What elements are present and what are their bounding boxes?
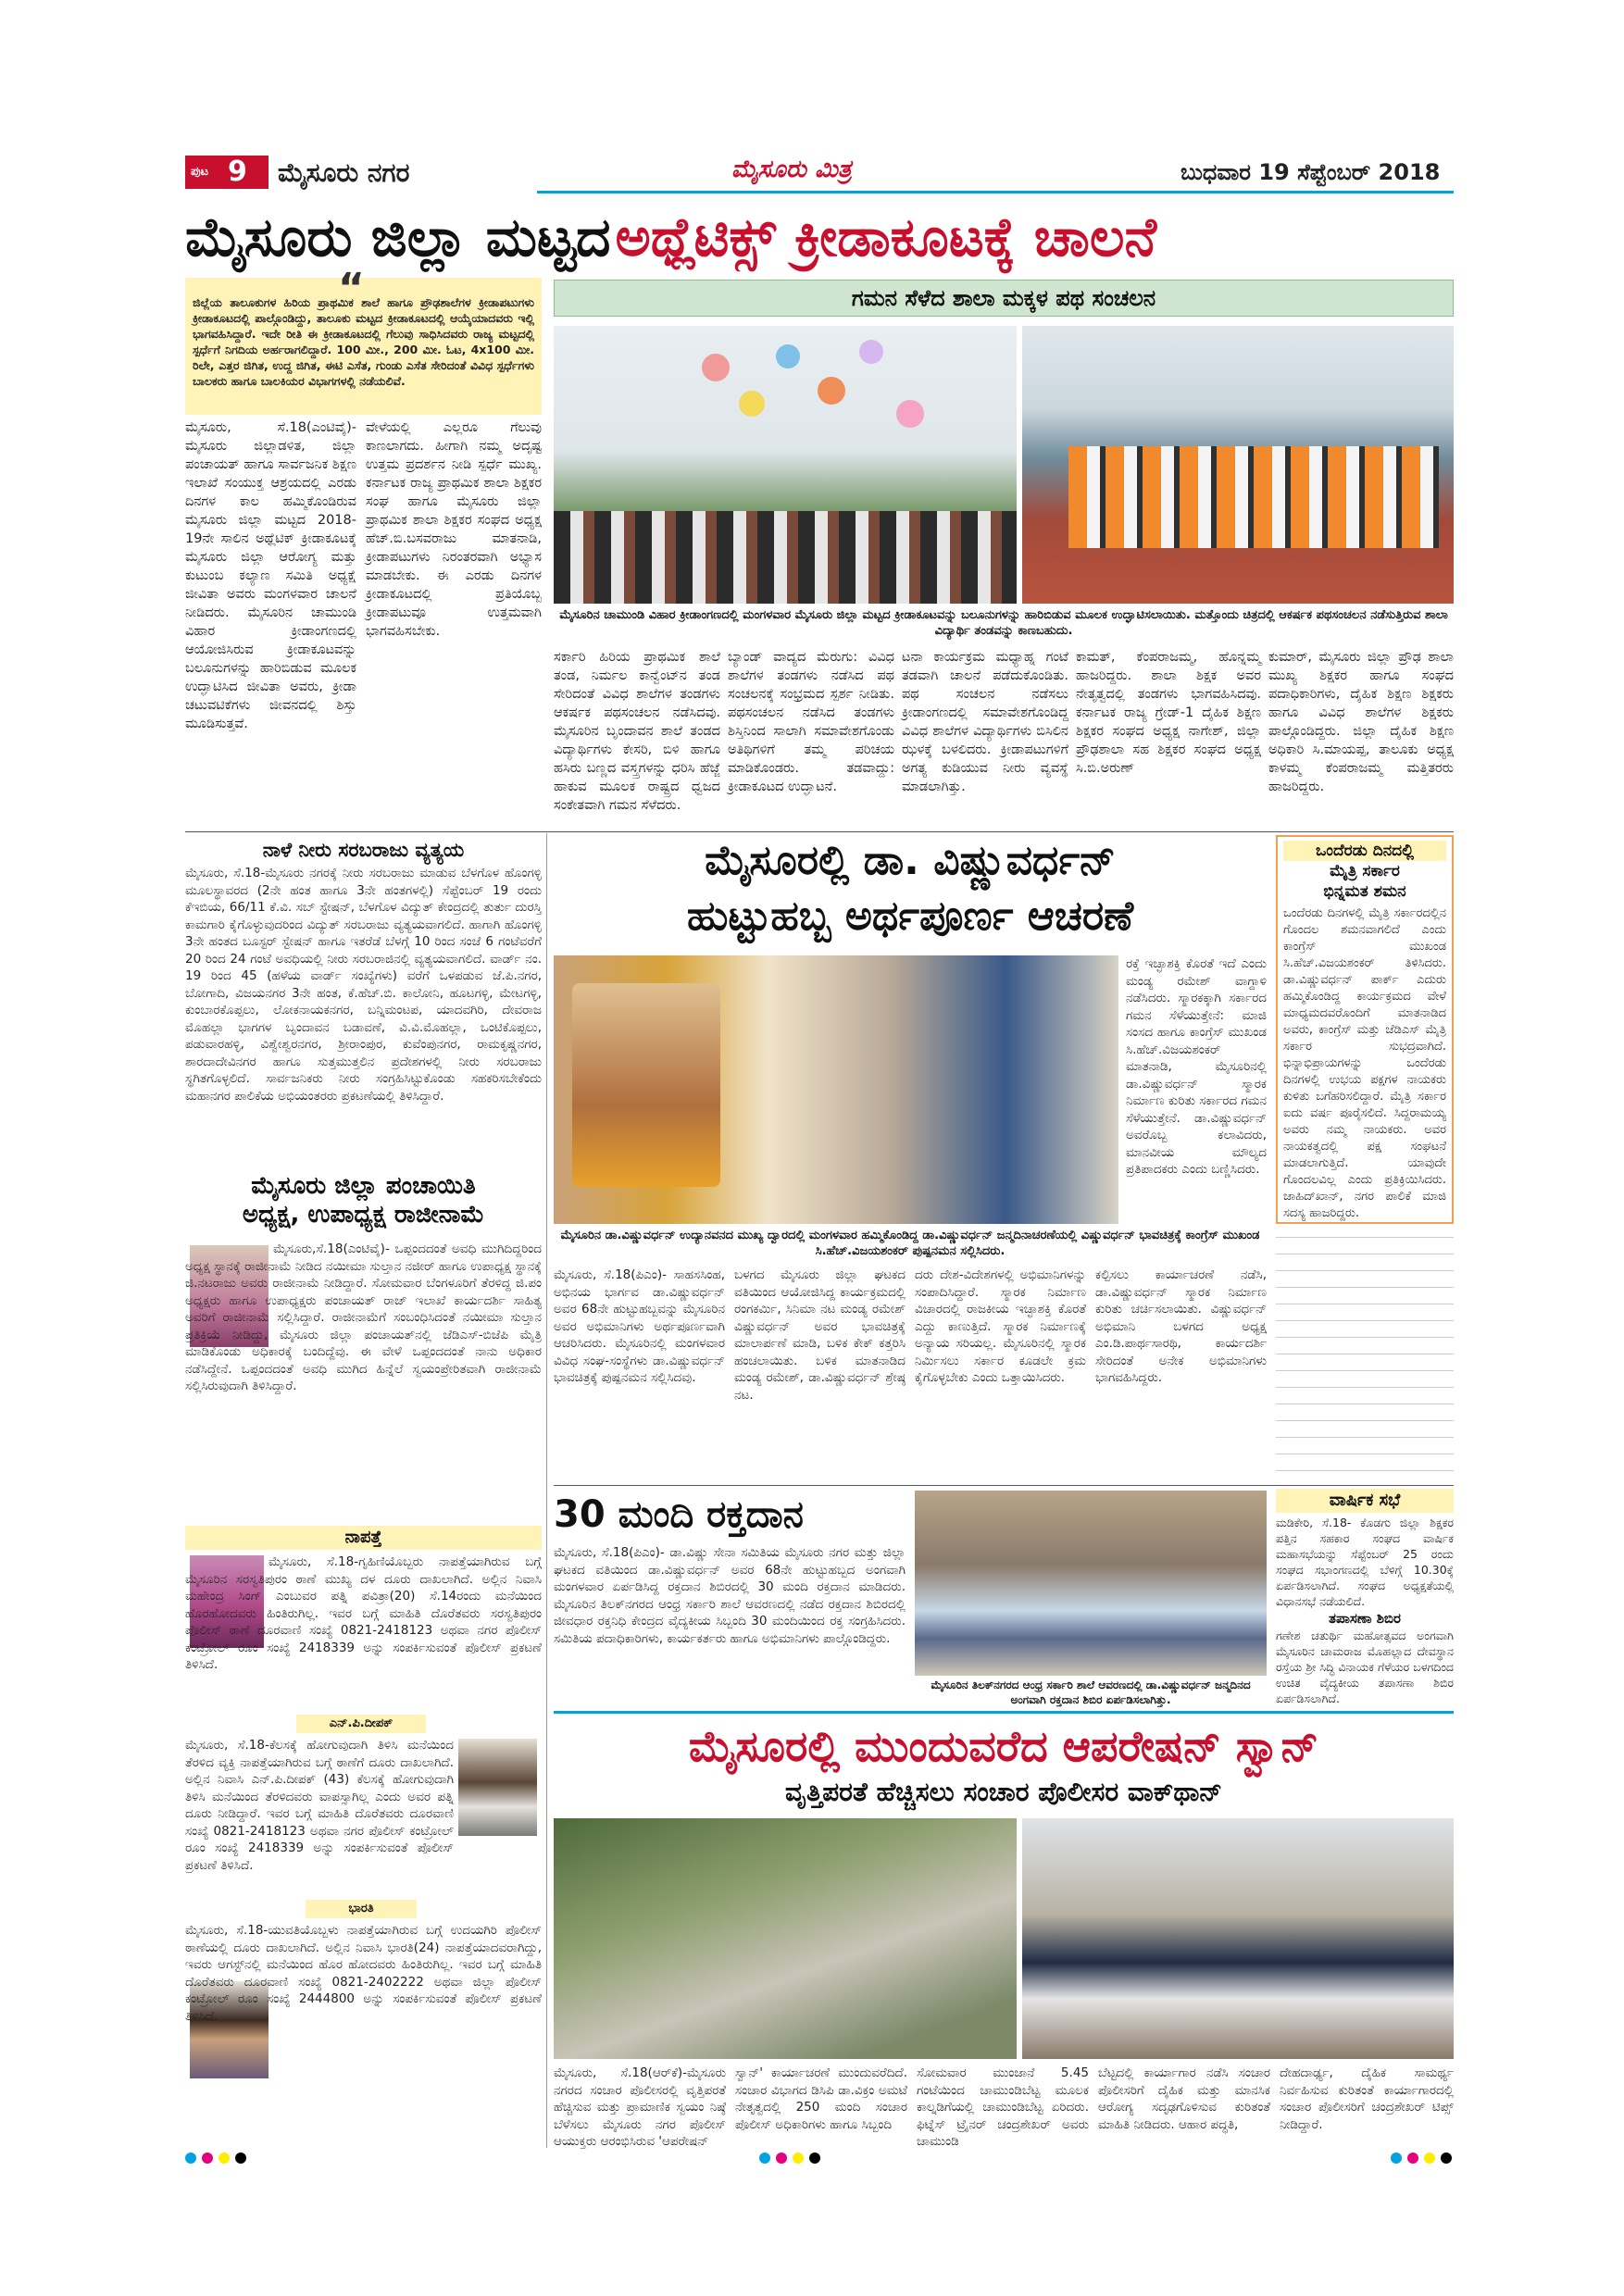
march-past-photo	[1022, 326, 1454, 604]
lead-headline-red: ಅಥ್ಲೆಟಿಕ್ಸ್ ಕ್ರೀಡಾಕೂಟಕ್ಕೆ ಚಾಲನೆ	[615, 206, 1157, 268]
vishnu-headline-2: ಹುಟ್ಟುಹಬ್ಬ ಅರ್ಥಪೂರ್ಣ ಆಚರಣೆ	[686, 892, 1134, 940]
blood-title: 30 ಮಂದಿ ರಕ್ತದಾನ	[554, 1493, 804, 1536]
zp-title-2: ಅಧ್ಯಕ್ಷ, ಉಪಾಧ್ಯಕ್ಷ ರಾಜೀನಾಮೆ	[242, 1201, 485, 1229]
swan-column-1: ಮೈಸೂರು, ಸೆ.18(ಆರ್‌ಕೆ)-ಮೈಸೂರು ನಗರದ ಸಂಚಾರ ಪೊಲೀಸರಲ್ಲಿ ವೃತ್ತಿಪರತೆ ಹೆಚ್ಚಿಸುವ ಮತ್ತು ಪ್ರಾಮಾಣಿಕ ಸ್ವಯಂ ನಿಷ್ಠೆ ಬೆಳೆಸಲು ಮೈಸೂರು ನಗರ ಪೊಲೀಸ್ ಆಯುಕ್ತರು ಆರಂಭಿಸಿರುವ 'ಆಪರೇಷನ್	[554, 2065, 726, 2149]
yellow-dot	[219, 2152, 230, 2164]
vishnu-column-1: ಮೈಸೂರು, ಸೆ.18(ಪಿಎಂ)- ಸಾಹಸಸಿಂಹ, ಅಭಿನಯ ಭಾರ್ಗವ ಡಾ.ವಿಷ್ಣುವರ್ಧನ್ ಅವರ 68ನೇ ಹುಟ್ಟುಹಬ್ಬವನ್ನು ಮೈಸೂರಿನ ಅವರ ಅಭಿಮಾನಿಗಳು ಅರ್ಥಪೂರ್ಣವಾಗಿ ಆಚರಿಸಿದರು. ಮೈಸೂರಿನಲ್ಲಿ ಮಂಗಳವಾರ ವಿವಿಧ ಸಂಘ-ಸಂಸ್ಥೆಗಳು ಡಾ.ವಿಷ್ಣುವರ್ಧನ್ ಭಾವಚಿತ್ರಕ್ಕೆ ಪುಷ್ಪನಮನ ಸಲ್ಲಿಸಿದವು.	[554, 1267, 725, 1385]
blood-photo-caption: ಮೈಸೂರಿನ ತಿಲಕ್‌ನಗರದ ಆಂಧ್ರ ಸರ್ಕಾರಿ ಶಾಲೆ ಆವರಣದಲ್ಲಿ ಡಾ.ವಿಷ್ಣುವರ್ಧನ್ ಜನ್ಮದಿನದ ಅಂಗವಾಗಿ ರಕ್ತದಾನ ಶಿಬಿರ ಏರ್ಪಡಿಸಲಾಗಿತ್ತು.	[931, 1678, 1251, 1706]
lead-highlight-text: ಜಿಲ್ಲೆಯ ತಾಲೂಕುಗಳ ಹಿರಿಯ ಪ್ರಾಥಮಿಕ ಶಾಲೆ ಹಾಗೂ ಪ್ರೌಢಶಾಲೆಗಳ ಕ್ರೀಡಾಪಟುಗಳು ಕ್ರೀಡಾಕೂಟದಲ್ಲಿ ಪಾಲ್ಗೊಂಡಿದ್ದು, ತಾಲೂಕು ಮಟ್ಟದ ಕ್ರೀಡಾಕೂಟದಲ್ಲಿ ಆಯ್ಕೆಯಾದವರು ಇಲ್ಲಿ ಭಾಗವಹಿಸಿದ್ದಾರೆ. ಇದೇ ರೀತಿ ಈ ಕ್ರೀಡಾಕೂಟದಲ್ಲಿ ಗೆಲುವು ಸಾಧಿಸಿದವರು ರಾಜ್ಯ ಮಟ್ಟದಲ್ಲಿ ಸ್ಪರ್ಧೆಗೆ ನಿಗದಿಯ ಅರ್ಹರಾಗಲಿದ್ದಾರೆ. 100 ಮೀ., 200 ಮೀ. ಓಟ, 4x100 ಮೀ. ರಿಲೇ, ಎತ್ತರ ಜಿಗಿತ, ಉದ್ದ ಜಿಗಿತ, ಈಟಿ ಎಸೆತ, ಗುಂಡು ಎಸೆತ ಸೇರಿದಂತೆ ವಿವಿಧ ಸ್ಪರ್ಧೆಗಳು ಬಾಲಕರು ಹಾಗೂ ಬಾಲಕಿಯರ ವಿಭಾಗಗಳಲ್ಲಿ ನಡೆಯಲಿವೆ.	[193, 295, 534, 388]
blood-body: ಮೈಸೂರು, ಸೆ.18(ಪಿಎಂ)- ಡಾ.ವಿಷ್ಣು ಸೇನಾ ಸಮಿತಿಯ ಮೈಸೂರು ನಗರ ಮತ್ತು ಜಿಲ್ಲಾ ಘಟಕದ ವತಿಯಿಂದ ಡಾ.ವಿಷ್ಣುವರ್ಧನ್ ಅವರ 68ನೇ ಹುಟ್ಟುಹಬ್ಬದ ಅಂಗವಾಗಿ ಮಂಗಳವಾರ ಏರ್ಪಡಿಸಿದ್ದ ರಕ್ತದಾನ ಶಿಬಿರದಲ್ಲಿ 30 ಮಂದಿ ರಕ್ತದಾನ ಮಾಡಿದರು. ಮೈಸೂರಿನ ತಿಲಕ್‌ನಗರದ ಆಂಧ್ರ ಸರ್ಕಾರಿ ಶಾಲೆ ಆವರಣದಲ್ಲಿ ನಡೆದ ರಕ್ತದಾನ ಶಿಬಿರದಲ್ಲಿ ಜೀವಧಾರ ರಕ್ತನಿಧಿ ಕೇಂದ್ರದ ವೈದ್ಯಕೀಯ ಸಿಬ್ಬಂದಿ 30 ಮಂದಿಯಿಂದ ರಕ್ತ ಸಂಗ್ರಹಿಸಿದರು. ಸಮಿತಿಯ ಪದಾಧಿಕಾರಿಗಳು, ಕಾರ್ಯಕರ್ತರು ಹಾಗೂ ಅಭಿಮಾನಿಗಳು ಪಾಲ್ಗೊಂಡಿದ್ದರು.	[554, 1545, 906, 1646]
missing-name-2-bar	[296, 1715, 426, 1733]
cyan-dot	[759, 2152, 770, 2164]
water-notice-body: ಮೈಸೂರು, ಸೆ.18-ಮೈಸೂರು ನಗರಕ್ಕೆ ನೀರು ಸರಬರಾಜು ಮಾಡುವ ಬೆಳಗೊಳ ಹೊಂಗಳ್ಳಿ ಮೂಲಸ್ಥಾವರದ (2ನೇ ಹಂತ ಹಾಗೂ 3ನೇ ಹಂತಗಳಲ್ಲಿ) ಸೆಪ್ಟೆಂಬರ್ 19 ರಂದು ಕೆಇಬಿಯ, 66/11 ಕೆ.ವಿ. ಸಬ್ ಸ್ಟೇಷನ್, ಬೆಳಗೊಳ ವಿದ್ಯುತ್ ಕೇಂದ್ರದಲ್ಲಿ ತುರ್ತು ದುರಸ್ತಿ ಕಾಮಗಾರಿ ಕೈಗೊಳ್ಳುವುದರಿಂದ ವಿದ್ಯುತ್ ಸರಬರಾಜು ವ್ಯತ್ಯಯವಾಗಲಿದೆ. ಹಾಗಾಗಿ ಹೊಂಗಳ್ಳಿ 3ನೇ ಹಂತದ ಬೂಸ್ಟರ್ ಸ್ಟೇಷನ್ ಹಾಗೂ ಇತರೆಡೆ ಬೆಳಗ್ಗೆ 10 ರಿಂದ ಸಂಜೆ 6 ಗಂಟೆವರೆಗೆ 20 ರಿಂದ 24 ಗಂಟೆ ಅವಧಿಯಲ್ಲಿ ನೀರು ಸರಬರಾಜಿನಲ್ಲಿ ವ್ಯತ್ಯಯವಾಗಲಿದೆ. ವಾರ್ಡ್ ನಂ. 19 ರಿಂದ 45 (ಹಳೆಯ ವಾರ್ಡ್ ಸಂಖ್ಯೆಗಳು) ವರೆಗೆ ಒಳಪಡುವ ಜೆ.ಪಿ.ನಗರ, ಬೋಗಾದಿ, ವಿಜಯನಗರ 3ನೇ ಹಂತ, ಕೆ.ಹೆಚ್.ಬಿ. ಕಾಲೋನಿ, ಹೂಟಗಳ್ಳಿ, ಮೇಟಗಳ್ಳಿ, ಕುಂಬಾರಕೊಪ್ಪಲು, ಲೋಕನಾಯಕನಗರ, ಬನ್ನಿಮಂಟಪ, ಯಾದವಗಿರಿ, ದೇವರಾಜ ಮೊಹಲ್ಲಾ ಭಾಗಗಳ ಬೃಂದಾವನ ಬಡಾವಣೆ, ವಿ.ವಿ.ಮೊಹಲ್ಲಾ, ಒಂಟಿಕೊಪ್ಪಲು, ಪಡುವಾರಹಳ್ಳಿ, ವಿಶ್ವೇಶ್ವರನಗರ, ಶ್ರೀರಾಂಪುರ, ಕುವೆಂಪುನಗರ, ರಾಮಕೃಷ್ಣನಗರ, ಶಾರದಾದೇವಿನಗರ ಹಾಗೂ ಸುತ್ತಮುತ್ತಲಿನ ಪ್ರದೇಶಗಳಲ್ಲಿ ನೀರು ಸರಬರಾಜು ಸ್ಥಗಿತಗೊಳ್ಳಲಿದೆ. ಸಾರ್ವಜನಿಕರು ನೀರು ಸಂಗ್ರಹಿಸಿಟ್ಟುಕೊಂಡು ಸಹಕರಿಸಬೇಕೆಂದು ಮಹಾನಗರ ಪಾಲಿಕೆಯ ಅಭಿಯಂತರರು ಪ್ರಕಟಣೆಯಲ್ಲಿ ತಿಳಿಸಿದ್ದಾರೆ.	[185, 866, 542, 1104]
swan-column-2: ಸ್ವಾನ್' ಕಾರ್ಯಾಚರಣೆ ಮುಂದುವರೆದಿದೆ. ಸಂಚಾರ ವಿಭಾಗದ ಡಿಸಿಪಿ ಡಾ.ವಿಕ್ರಂ ಅಮಟೆ ನೇತೃತ್ವದಲ್ಲಿ 250 ಮಂದಿ ಸಂಚಾರ ಪೊಲೀಸ್ ಅಧಿಕಾರಿಗಳು ಹಾಗೂ ಸಿಬ್ಬಂದಿ	[735, 2065, 907, 2132]
missing-name-3-bar	[306, 1900, 417, 1918]
black-dot	[809, 2152, 820, 2164]
checkup-body: ಗಣೇಶ ಚತುರ್ಥಿ ಮಹೋತ್ಸವದ ಅಂಗವಾಗಿ ಮೈಸೂರಿನ ಚಾಮರಾಜ ಮೊಹಲ್ಲಾದ ದೇವಸ್ಥಾನ ರಸ್ತೆಯ ಶ್ರೀ ಸಿದ್ಧಿ ವಿನಾಯಕ ಗೆಳೆಯರ ಬಳಗದಿಂದ ಉಚಿತ ವೈದ್ಯಕೀಯ ತಪಾಸಣಾ ಶಿಬಿರ ಏರ್ಪಡಿಸಲಾಗಿದೆ.	[1276, 1628, 1454, 1705]
swan-title: ಮೈಸೂರಲ್ಲಿ ಮುಂದುವರೆದ ಆಪರೇಷನ್ ಸ್ವಾನ್	[688, 1721, 1319, 1771]
page-number: 9	[228, 156, 247, 188]
lead-column-2: ವೇಳೆಯಲ್ಲಿ ಎಲ್ಲರೂ ಗೆಲುವು ಕಾಣಲಾಗದು. ಹೀಗಾಗಿ ನಮ್ಮ ಅದೃಷ್ಟ ಉತ್ತಮ ಪ್ರದರ್ಶನ ನೀಡಿ ಸ್ಪರ್ಧೆ ಮುಖ್ಯ. ಕರ್ನಾಟಕ ರಾಜ್ಯ ಪ್ರಾಥಮಿಕ ಶಾಲಾ ಶಿಕ್ಷಕರ ಸಂಘ ಹಾಗೂ ಮೈಸೂರು ಜಿಲ್ಲಾ ಪ್ರಾಥಮಿಕ ಶಾಲಾ ಶಿಕ್ಷಕರ ಸಂಘದ ಅಧ್ಯಕ್ಷ ಹೆಚ್.ಬಿ.ಬಸವರಾಜು ಮಾತನಾಡಿ, ಕ್ರೀಡಾಪಟುಗಳು ನಿರಂತರವಾಗಿ ಅಭ್ಯಾಸ ಮಾಡಬೇಕು. ಈ ಎರಡು ದಿನಗಳ ಕ್ರೀಡಾಕೂಟದಲ್ಲಿ ಪ್ರತಿಯೊಬ್ಬ ಕ್ರೀಡಾಪಟುವೂ ಉತ್ತಮವಾಗಿ ಭಾಗವಹಿಸಬೇಕು.	[366, 420, 542, 639]
annual-title: ವಾರ್ಷಿಕ ಸಭೆ	[1276, 1489, 1454, 1513]
lead-column-5: ಟನಾ ಕಾರ್ಯಕ್ರಮ ಮಧ್ಯಾಹ್ನ ಗಂಟೆ ತಡವಾಗಿ ಚಾಲನೆ ಪಡೆದುಕೊಂಡಿತು. ಪಥ ಸಂಚಲನ ನಡೆಸಲು ಕ್ರೀಡಾಂಗಣದಲ್ಲಿ ಸಮಾವೇಶಗೊಂಡಿದ್ದ ವಿವಿಧ ಶಾಲೆಗಳ ವಿದ್ಯಾರ್ಥಿಗಳು ಬಿಸಿಲಿನ ಝಳಕ್ಕೆ ಬಳಲಿದರು. ಕ್ರೀಡಾಪಟುಗಳಿಗೆ ಅಗತ್ಯ ಕುಡಿಯುವ ನೀರು ವ್ಯವಸ್ಥೆ ಮಾಡಲಾಗಿತ್ತು.	[902, 650, 1068, 794]
govt-sidebar	[1276, 835, 1454, 1224]
black-dot	[235, 2152, 246, 2164]
missing-body-3: ಮೈಸೂರು, ಸೆ.18-ಯುವತಿಯೊಬ್ಬಳು ನಾಪತ್ತೆಯಾಗಿರುವ ಬಗ್ಗೆ ಉದಯಗಿರಿ ಪೊಲೀಸ್ ಠಾಣೆಯಲ್ಲಿ ದೂರು ದಾಖಲಾಗಿದೆ. ಅಲ್ಲಿನ ನಿವಾಸಿ ಭಾರತಿ(24) ನಾಪತ್ತೆಯಾದವರಾಗಿದ್ದು, ಇವರು ಆಗಸ್ಟ್‌ನಲ್ಲಿ ಮನೆಯಿಂದ ಹೊರ ಹೋದವರು ಹಿಂತಿರುಗಿಲ್ಲ. ಇವರ ಬಗ್ಗೆ ಮಾಹಿತಿ ದೊರೆತವರು ದೂರವಾಣಿ ಸಂಖ್ಯೆ 0821-2402222 ಅಥವಾ ಜಿಲ್ಲಾ ಪೊಲೀಸ್ ಕಂಟ್ರೋಲ್ ರೂಂ ಸಂಖ್ಯೆ 2444800 ಅನ್ನು ಸಂಪರ್ಕಿಸುವಂತೆ ಪೊಲೀಸ್ ಪ್ರಕಟಣೆ ತಿಳಿಸಿದೆ.	[185, 1923, 542, 2024]
vishnu-headline-1: ಮೈಸೂರಲ್ಲಿ ಡಾ. ವಿಷ್ಣುವರ್ಧನ್	[705, 837, 1116, 884]
govt-title-2: ಮೈತ್ರಿ ಸರ್ಕಾರ	[1330, 862, 1400, 880]
page-label: ಪುಟ	[191, 165, 209, 179]
lead-column-6: ಕಾಮತ್, ಕೆಂಪರಾಜಮ್ಮ, ಹೊನ್ನಮ್ಮ ಹಾಜರಿದ್ದರು. ಶಾಲಾ ಶಿಕ್ಷಕ ಅವರ ನೇತೃತ್ವದಲ್ಲಿ ತಂಡಗಳು ಭಾಗವಹಿಸಿದವು. ಕರ್ನಾಟಕ ರಾಜ್ಯ ಗ್ರೇಡ್-1 ದೈಹಿಕ ಶಿಕ್ಷಣ ಶಿಕ್ಷಕರ ಸಂಘದ ಅಧ್ಯಕ್ಷ ನಾಗೇಶ್, ಜಿಲ್ಲಾ ಪ್ರೌಢಶಾಲಾ ಸಹ ಶಿಕ್ಷಕರ ಸಂಘದ ಅಧ್ಯಕ್ಷ ಸಿ.ಬಿ.ಅರುಣ್	[1076, 650, 1261, 776]
lead-highlight-box	[185, 265, 542, 415]
left-column-rule	[546, 833, 547, 2148]
black-dot	[1441, 2152, 1452, 2164]
lead-column-7: ಕುಮಾರ್, ಮೈಸೂರು ಜಿಲ್ಲಾ ಪ್ರೌಢ ಶಾಲಾ ಮುಖ್ಯ ಶಿಕ್ಷಕರ ಹಾಗೂ ಸಂಘದ ಪದಾಧಿಕಾರಿಗಳು, ದೈಹಿಕ ಶಿಕ್ಷಣ ಶಿಕ್ಷಕರು ಹಾಗೂ ವಿವಿಧ ಶಾಲೆಗಳ ಶಿಕ್ಷಕರು ಪಾಲ್ಗೊಂಡಿದ್ದರು. ಜಿಲ್ಲಾ ದೈಹಿಕ ಶಿಕ್ಷಣ ಅಧಿಕಾರಿ ಸಿ.ಮಾಯಪ್ಪ, ತಾಲೂಕು ಅಧ್ಯಕ್ಷ ಕಾಳಮ್ಮ ಕೆಂಪರಾಜಮ್ಮ ಮತ್ತಿತರರು ಹಾಜರಿದ್ದರು.	[1268, 650, 1454, 794]
registration-marks-left	[185, 2150, 252, 2167]
govt-body: ಒಂದೆರಡು ದಿನಗಳಲ್ಲಿ ಮೈತ್ರಿ ಸರ್ಕಾರದಲ್ಲಿನ ಗೊಂದಲ ಶಮನವಾಗಲಿದೆ ಎಂದು ಕಾಂಗ್ರೆಸ್ ಮುಖಂಡ ಸಿ.ಹೆಚ್.ವಿಜಯಶಂಕರ್ ತಿಳಿಸಿದರು. ಡಾ.ವಿಷ್ಣುವರ್ಧನ್ ಪಾರ್ಕ್ ಎದುರು ಹಮ್ಮಿಕೊಂಡಿದ್ದ ಕಾರ್ಯಕ್ರಮದ ವೇಳೆ ಮಾಧ್ಯಮದವರೊಂದಿಗೆ ಮಾತನಾಡಿದ ಅವರು, ಕಾಂಗ್ರೆಸ್ ಮತ್ತು ಜೆಡಿಎಸ್ ಮೈತ್ರಿ ಸರ್ಕಾರ ಸುಭದ್ರವಾಗಿದೆ. ಭಿನ್ನಾಭಿಪ್ರಾಯಗಳನ್ನು ಒಂದೆರಡು ದಿನಗಳಲ್ಲಿ ಉಭಯ ಪಕ್ಷಗಳ ನಾಯಕರು ಕುಳಿತು ಬಗೆಹರಿಸಲಿದ್ದಾರೆ. ಮೈತ್ರಿ ಸರ್ಕಾರ ಐದು ವರ್ಷ ಪೂರೈಸಲಿದೆ. ಸಿದ್ದರಾಮಯ್ಯ ಅವರು ನಮ್ಮ ನಾಯಕರು. ಅವರ ನಾಯಕತ್ವದಲ್ಲಿ ಪಕ್ಷ ಸಂಘಟನೆ ಮಾಡಲಾಗುತ್ತಿದೆ. ಯಾವುದೇ ಗೊಂದಲವಿಲ್ಲ ಎಂದು ಪ್ರತಿಕ್ರಿಯಿಸಿದರು. ಜಾಹಿದ್‌ಖಾನ್, ನಗರ ಪಾಲಿಕೆ ಮಾಜಿ ಸದಸ್ಯ ಹಾಜರಿದ್ದರು.	[1283, 906, 1446, 1220]
checkup-title: ತಪಾಸಣಾ ಶಿಬಿರ	[1329, 1610, 1401, 1627]
cyan-dot	[185, 2152, 196, 2164]
mid-rule	[554, 1485, 1454, 1486]
swan-subtitle: ವೃತ್ತಿಪರತೆ ಹೆಚ್ಚಿಸಲು ಸಂಚಾರ ಪೊಲೀಸರ ವಾಕ್‌ಥಾನ್	[784, 1777, 1223, 1807]
masthead-logo: ಮೈಸೂರು ಮಿತ್ರ	[731, 156, 852, 183]
blood-donation-photo	[915, 1491, 1267, 1676]
page-number-box	[185, 156, 269, 189]
swan-column-3: ಸೋಮವಾರ ಮುಂಜಾನೆ 5.45 ಗಂಟೆಯಿಂದ ಚಾಮುಂಡಿಬೆಟ್ಟ ಮೂಲಕ ಕಾಲ್ನಡಿಗೆಯಲ್ಲಿ ಚಾಮುಂಡಿಬೆಟ್ಟ ಏರಿದರು. ಫಿಟ್ನೆಸ್ ಟ್ರೈನರ್ ಚಂದ್ರಶೇಖರ್ ಅವರು ಚಾಮುಂಡಿ	[917, 2065, 1089, 2149]
lead-headline-black: ಮೈಸೂರು ಜಿಲ್ಲಾ ಮಟ್ಟದ	[185, 206, 611, 268]
walkathon-photo-1	[554, 1818, 1017, 2059]
swan-top-rule	[554, 1711, 1454, 1714]
vishnu-side-column: ರಕ್ತೆ ಇಚ್ಛಾಶಕ್ತಿ ಕೊರತೆ ಇದೆ ಎಂದು ಮಂಡ್ಯ ರಮೇಶ್ ವಾಗ್ದಾಳಿ ನಡೆಸಿದರು. ಸ್ಮಾರಕಕ್ಕಾಗಿ ಸರ್ಕಾರದ ಗಮನ ಸೆಳೆಯುತ್ತೇನೆ: ಮಾಜಿ ಸಂಸದ ಹಾಗೂ ಕಾಂಗ್ರೆಸ್ ಮುಖಂಡ ಸಿ.ಹೆಚ್.ವಿಜಯಶಂಕರ್ ಮಾತನಾಡಿ, ಮೈಸೂರಿನಲ್ಲಿ ಡಾ.ವಿಷ್ಣುವರ್ಧನ್ ಸ್ಮಾರಕ ನಿರ್ಮಾಣ ಕುರಿತು ಸರ್ಕಾರದ ಗಮನ ಸೆಳೆಯುತ್ತೇನೆ. ಡಾ.ವಿಷ್ಣುವರ್ಧನ್ ಅವರೊಬ್ಬ ಕಲಾವಿದರು, ಮಾನವೀಯ ಮೌಲ್ಯದ ಪ್ರತಿಪಾದಕರು ಎಂದು ಬಣ್ಣಿಸಿದರು.	[1126, 956, 1268, 1177]
vishnu-column-4: ಕಲ್ಪಿಸಲು ಕಾರ್ಯಾಚರಣೆ ನಡೆಸಿ, ಡಾ.ವಿಷ್ಣುವರ್ಧನ್ ಸ್ಮಾರಕ ನಿರ್ಮಾಣ ಕುರಿತು ಚರ್ಚಿಸಲಾಯಿತು. ವಿಷ್ಣುವರ್ಧನ್ ಅಭಿಮಾನಿ ಬಳಗದ ಅಧ್ಯಕ್ಷ ಎಂ.ಡಿ.ಪಾರ್ಥಸಾರಥಿ, ಕಾರ್ಯದರ್ಶಿ ಸೇರಿದಂತೆ ಅನೇಕ ಅಭಿಮಾನಿಗಳು ಭಾಗವಹಿಸಿದ್ದರು.	[1095, 1267, 1267, 1385]
registration-marks-center	[759, 2150, 826, 2167]
walkathon-photo-2	[1022, 1818, 1454, 2059]
lead-subhead-text: ಗಮನ ಸೆಳೆದ ಶಾಲಾ ಮಕ್ಕಳ ಪಥ ಸಂಚಲನ	[851, 285, 1156, 311]
registration-marks-right	[1391, 2150, 1457, 2167]
missing-title-bar	[185, 1526, 542, 1550]
header-rule	[537, 191, 1454, 193]
quote-mark-icon: “	[338, 265, 365, 312]
lead-column-3: ಸರ್ಕಾರಿ ಹಿರಿಯ ಪ್ರಾಥಮಿಕ ಶಾಲೆ ತಂಡ, ನಿರ್ಮಲ ಕಾನ್ವೆಂಟ್‌ನ ತಂಡ ಸೇರಿದಂತೆ ವಿವಿಧ ಶಾಲೆಗಳ ತಂಡಗಳು ಆಕರ್ಷಕ ಪಥಸಂಚಲನ ನಡೆಸಿದವು. ಮೈಸೂರಿನ ಬೃಂದಾವನ ಶಾಲೆ ತಂಡದ ವಿದ್ಯಾರ್ಥಿಗಳು ಕೇಸರಿ, ಬಿಳಿ ಹಾಗೂ ಹಸಿರು ಬಣ್ಣದ ವಸ್ತ್ರಗಳನ್ನು ಧರಿಸಿ ಹೆಜ್ಜೆ ಹಾಕುವ ಮೂಲಕ ರಾಷ್ಟ್ರದ ಧ್ವಜದ ಸಂಕೇತವಾಗಿ ಗಮನ ಸೆಳೆದರು.	[554, 650, 720, 813]
page-header	[185, 156, 1454, 193]
lead-subhead	[554, 280, 1454, 317]
missing-name-3: ಭಾರತಿ	[348, 1902, 374, 1915]
missing-body-2: ಮೈಸೂರು, ಸೆ.18-ಕೆಲಸಕ್ಕೆ ಹೋಗುವುದಾಗಿ ತಿಳಿಸಿ ಮನೆಯಿಂದ ತೆರಳಿದ ವ್ಯಕ್ತಿ ನಾಪತ್ತೆಯಾಗಿರುವ ಬಗ್ಗೆ ಠಾಣೆಗೆ ದೂರು ದಾಖಲಾಗಿದೆ. ಅಲ್ಲಿನ ನಿವಾಸಿ ಎನ್.ಪಿ.ದೀಪಕ್ (43) ಕೆಲಸಕ್ಕೆ ಹೋಗುವುದಾಗಿ ತಿಳಿಸಿ ಮನೆಯಿಂದ ತೆರಳಿದವರು ವಾಪಸ್ಸಾಗಿಲ್ಲ ಎಂದು ಅವರ ಪತ್ನಿ ದೂರು ನೀಡಿದ್ದಾರೆ. ಇವರ ಬಗ್ಗೆ ಮಾಹಿತಿ ದೊರೆತವರು ದೂರವಾಣಿ ಸಂಖ್ಯೆ 0821-2418123 ಅಥವಾ ನಗರ ಪೊಲೀಸ್ ಕಂಟ್ರೋಲ್ ರೂಂ ಸಂಖ್ಯೆ 2418339 ಅನ್ನು ಸಂಪರ್ಕಿಸುವಂತೆ ಪೊಲೀಸ್ ಪ್ರಕಟಣೆ ತಿಳಿಸಿದೆ.	[185, 1738, 454, 1873]
zp-body: ಮೈಸೂರು,ಸೆ.18(ಎಂಟಿವೈ)- ಒಪ್ಪಂದದಂತೆ ಅವಧಿ ಮುಗಿದಿದ್ದರಿಂದ ಅಧ್ಯಕ್ಷ ಸ್ಥಾನಕ್ಕೆ ರಾಜೀನಾಮೆ ನೀಡಿದ ನಯೀಮಾ ಸುಲ್ತಾನ ನಜೀರ್ ಹಾಗೂ ಉಪಾಧ್ಯಕ್ಷ ಸ್ಥಾನಕ್ಕೆ ಜಿ.ನಟರಾಜು ಅವರು ರಾಜೀನಾಮೆ ನೀಡಿದ್ದಾರೆ. ಸೋಮವಾರ ಬೆಂಗಳೂರಿಗೆ ತೆರಳಿದ್ದ ಜಿ.ಪಂ ಅಧ್ಯಕ್ಷರು ಹಾಗೂ ಉಪಾಧ್ಯಕ್ಷರು ಪಂಚಾಯತ್ ರಾಜ್ ಇಲಾಖೆ ಕಾರ್ಯದರ್ಶಿ ಸಾಹಿತ್ಯ ಅವರಿಗೆ ರಾಜೀನಾಮೆ ಸಲ್ಲಿಸಿದ್ದಾರೆ. ರಾಜೀನಾಮೆಗೆ ಸಂಬಂಧಿಸಿದಂತೆ ನಯೀಮಾ ಸುಲ್ತಾನ ಪ್ರತಿಕ್ರಿಯೆ ನೀಡಿದ್ದು, ಮೈಸೂರು ಜಿಲ್ಲಾ ಪಂಚಾಯತ್‌ನಲ್ಲಿ ಜೆಡಿಎಸ್-ಬಿಜೆಪಿ ಮೈತ್ರಿ ಮಾಡಿಕೊಂಡು ಅಧಿಕಾರಕ್ಕೆ ಬಂದಿದ್ದೆವು. ಈ ವೇಳೆ ಒಪ್ಪಂದದಂತೆ ನಾನು ಅಧಿಕಾರ ನಡೆಸಿದ್ದೇನೆ. ಒಪ್ಪಂದದಂತೆ ಅವಧಿ ಮುಗಿದ ಹಿನ್ನೆಲೆ ಸ್ವಯಂಪ್ರೇರಿತವಾಗಿ ರಾಜೀನಾಮೆ ಸಲ್ಲಿಸಿರುವುದಾಗಿ ತಿಳಿಸಿದ್ದಾರೆ.	[185, 1242, 542, 1393]
govt-title-1: ಒಂದೆರಡು ದಿನದಲ್ಲಿ	[1283, 841, 1446, 861]
swan-column-5: ದೇಹದಾರ್ಢ್ಯ, ದೈಹಿಕ ಸಾಮರ್ಥ್ಯ ನಿರ್ವಹಿಸುವ ಕುರಿತಂತೆ ಕಾರ್ಯಾಗಾರದಲ್ಲಿ ಸಂಚಾರ ಪೊಲೀಸರಿಗೆ ಚಂದ್ರಶೇಖರ್ ಟಿಪ್ಸ್ ನೀಡಿದ್ದಾರೆ.	[1280, 2065, 1454, 2132]
vishnu-column-3: ದರು ದೇಶ-ವಿದೇಶಗಳಲ್ಲಿ ಅಭಿಮಾನಿಗಳನ್ನು ಸಂಪಾದಿಸಿದ್ದಾರೆ. ಸ್ಮಾರಕ ನಿರ್ಮಾಣ ವಿಚಾರದಲ್ಲಿ ರಾಜಕೀಯ ಇಚ್ಛಾಶಕ್ತಿ ಕೊರತೆ ಎದ್ದು ಕಾಣುತ್ತಿದೆ. ಸ್ಮಾರಕ ನಿರ್ಮಾಣಕ್ಕೆ ಅನ್ಯಾಯ ಸರಿಯಲ್ಲ. ಮೈಸೂರಿನಲ್ಲಿ ಸ್ಮಾರಕ ನಿರ್ಮಿಸಲು ಸರ್ಕಾರ ಕೂಡಲೇ ಕ್ರಮ ಕೈಗೊಳ್ಳಬೇಕು ಎಂದು ಒತ್ತಾಯಿಸಿದರು.	[915, 1267, 1086, 1385]
vishnu-headline	[554, 833, 1267, 948]
lead-bottom-rule	[185, 831, 1454, 832]
balloon-release-photo	[554, 326, 1017, 604]
govt-body-cont	[1276, 1229, 1454, 1481]
yellow-dot	[1424, 2152, 1435, 2164]
missing-title: ನಾಪತ್ತೆ	[344, 1528, 382, 1547]
issue-date: ಬುಧವಾರ 19 ಸೆಪ್ಟೆಂಬರ್ 2018	[1181, 159, 1441, 185]
missing-name-2: ಎನ್.ಪಿ.ದೀಪಕ್	[329, 1716, 394, 1730]
vishnu-tribute-photo	[554, 955, 1118, 1224]
annual-body: ಮಡಿಕೇರಿ, ಸೆ.18- ಕೊಡಗು ಜಿಲ್ಲಾ ಶಿಕ್ಷಕರ ಪತ್ತಿನ ಸಹಕಾರ ಸಂಘದ ವಾರ್ಷಿಕ ಮಹಾಸಭೆಯನ್ನು ಸೆಪ್ಟೆಂಬರ್ 25 ರಂದು ಸಂಘದ ಸಭಾಂಗಣದಲ್ಲಿ ಬೆಳಿಗ್ಗೆ 10.30ಕ್ಕೆ ಏರ್ಪಡಿಸಲಾಗಿದೆ. ಸಂಘದ ಅಧ್ಯಕ್ಷತೆಯಲ್ಲಿ ವಿಧಾನಸಭೆ ನಡೆಯಲಿದೆ.	[1276, 1516, 1454, 1608]
cyan-dot	[1391, 2152, 1402, 2164]
magenta-dot	[1407, 2152, 1418, 2164]
missing-body-1: ಮೈಸೂರು, ಸೆ.18-ಗೃಹಿಣಿಯೊಬ್ಬರು ನಾಪತ್ತೆಯಾಗಿರುವ ಬಗ್ಗೆ ಮೈಸೂರಿನ ಸರಸ್ವತಿಪುರಂ ಠಾಣೆ ಮುಖ್ಯ ದಳ ದೂರು ದಾಖಲಾಗಿದೆ. ಅಲ್ಲಿನ ನಿವಾಸಿ ಮಹೇಂದ್ರ ಸಿಂಗ್ ಎಂಬುವರ ಪತ್ನಿ ಪವಿತ್ರಾ(20) ಸೆ.14ರಂದು ಮನೆಯಿಂದ ಹೊರಹೋದವರು ಹಿಂತಿರುಗಿಲ್ಲ. ಇವರ ಬಗ್ಗೆ ಮಾಹಿತಿ ದೊರೆತವರು ಸರಸ್ವತಿಪುರಂ ಪೊಲೀಸ್ ಠಾಣೆ ದೂರವಾಣಿ ಸಂಖ್ಯೆ 0821-2418123 ಅಥವಾ ನಗರ ಪೊಲೀಸ್ ಕಂಟ್ರೋಲ್ ರೂಂ ಸಂಖ್ಯೆ 2418339 ಅನ್ನು ಸಂಪರ್ಕಿಸುವಂತೆ ಪೊಲೀಸ್ ಪ್ರಕಟಣೆ ತಿಳಿಸಿದೆ.	[185, 1554, 542, 1672]
swan-column-4: ಬೆಟ್ಟದಲ್ಲಿ ಕಾರ್ಯಾಗಾರ ನಡೆಸಿ ಸಂಚಾರ ಪೊಲೀಸರಿಗೆ ದೈಹಿಕ ಮತ್ತು ಮಾನಸಿಕ ಆರೋಗ್ಯ ಸದೃಢಗೊಳಿಸುವ ಕುರಿತಂತೆ ಮಾಹಿತಿ ನೀಡಿದರು. ಆಹಾರ ಪದ್ಧತಿ,	[1098, 2065, 1270, 2132]
magenta-dot	[776, 2152, 787, 2164]
govt-title-3: ಭಿನ್ನಮತ ಶಮನ	[1323, 882, 1406, 901]
water-notice-title: ನಾಳೆ ನೀರು ಸರಬರಾಜು ವ್ಯತ್ಯಯ	[262, 839, 465, 861]
lead-photo-caption: ಮೈಸೂರಿನ ಚಾಮುಂಡಿ ವಿಹಾರ ಕ್ರೀಡಾಂಗಣದಲ್ಲಿ ಮಂಗಳವಾರ ಮೈಸೂರು ಜಿಲ್ಲಾ ಮಟ್ಟದ ಕ್ರೀಡಾಕೂಟವನ್ನು ಬಲೂನುಗಳನ್ನು ಹಾರಿಬಿಡುವ ಮೂಲಕ ಉದ್ಘಾಟಿಸಲಾಯಿತು. ಮತ್ತೊಂದು ಚಿತ್ರದಲ್ಲಿ ಆಕರ್ಷಕ ಪಥಸಂಚಲನ ನಡೆಸುತ್ತಿರುವ ಶಾಲಾ ವಿದ್ಯಾರ್ಥಿ ತಂಡವನ್ನು ಕಾಣಬಹುದು.	[559, 608, 1448, 638]
lead-column-4: ಬ್ಯಾಂಡ್ ವಾದ್ಯದ ಮೆರುಗು: ವಿವಿಧ ಶಾಲೆಗಳ ತಂಡಗಳು ನಡೆಸಿದ ಪಥ ಸಂಚಲನಕ್ಕೆ ಸಂಭ್ರಮದ ಸ್ಪರ್ಶ ನೀಡಿತು. ಪಥಸಂಚಲನ ನಡೆಸಿದ ತಂಡಗಳು ಶಿಸ್ತಿನಿಂದ ಸಾಲಾಗಿ ಸಮಾವೇಶಗೊಂಡು ಅತಿಥಿಗಳಿಗೆ ತಮ್ಮ ಪರಿಚಯ ಮಾಡಿಕೊಂಡರು. ತಡವಾದ್ದು: ಕ್ರೀಡಾಕೂಟದ ಉದ್ಘಾಟನೆ.	[728, 650, 894, 794]
lead-headline	[185, 206, 1454, 280]
lead-column-1: ಮೈಸೂರು, ಸೆ.18(ಎಂಟಿವೈ)- ಮೈಸೂರು ಜಿಲ್ಲಾಡಳಿತ, ಜಿಲ್ಲಾ ಪಂಚಾಯತ್ ಹಾಗೂ ಸಾರ್ವಜನಿಕ ಶಿಕ್ಷಣ ಇಲಾಖೆ ಸಂಯುಕ್ತ ಆಶ್ರಯದಲ್ಲಿ ಎರಡು ದಿನಗಳ ಕಾಲ ಹಮ್ಮಿಕೊಂಡಿರುವ ಮೈಸೂರು ಜಿಲ್ಲಾ ಮಟ್ಟದ 2018-19ನೇ ಸಾಲಿನ ಅಥ್ಲೆಟಿಕ್ ಕ್ರೀಡಾಕೂಟಕ್ಕೆ ಮೈಸೂರು ಜಿಲ್ಲಾ ಆರೋಗ್ಯ ಮತ್ತು ಕುಟುಂಬ ಕಲ್ಯಾಣ ಸಮಿತಿ ಅಧ್ಯಕ್ಷೆ ಜೀವಿತಾ ಅವರು ಮಂಗಳವಾರ ಚಾಲನೆ ನೀಡಿದರು. ಮೈಸೂರಿನ ಚಾಮುಂಡಿ ವಿಹಾರ ಕ್ರೀಡಾಂಗಣದಲ್ಲಿ ಆಯೋಜಿಸಿರುವ ಕ್ರೀಡಾಕೂಟವನ್ನು ಬಲೂನುಗಳನ್ನು ಹಾರಿಬಿಡುವ ಮೂಲಕ ಉದ್ಘಾಟಿಸಿದ ಜೀವಿತಾ ಅವರು, ಕ್ರೀಡಾ ಚಟುವಟಿಕೆಗಳು ಜೀವನದಲ್ಲಿ ಶಿಸ್ತು ಮೂಡಿಸುತ್ತವೆ.	[185, 420, 356, 731]
yellow-dot	[793, 2152, 804, 2164]
section-name: ಮೈಸೂರು ನಗರ	[278, 157, 410, 188]
magenta-dot	[202, 2152, 213, 2164]
vishnu-column-2: ಬಳಗದ ಮೈಸೂರು ಜಿಲ್ಲಾ ಘಟಕದ ವತಿಯಿಂದ ಆಯೋಜಿಸಿದ್ದ ಕಾರ್ಯಕ್ರಮದಲ್ಲಿ ರಂಗಕರ್ಮಿ, ಸಿನಿಮಾ ನಟ ಮಂಡ್ಯ ರಮೇಶ್ ವಿಷ್ಣುವರ್ಧನ್ ಅವರ ಭಾವಚಿತ್ರಕ್ಕೆ ಮಾಲಾರ್ಪಣೆ ಮಾಡಿ, ಬಳಿಕ ಕೇಕ್ ಕತ್ತರಿಸಿ ಹಂಚಲಾಯಿತು. ಬಳಿಕ ಮಾತನಾಡಿದ ಮಂಡ್ಯ ರಮೇಶ್, ಡಾ.ವಿಷ್ಣುವರ್ಧನ್ ಶ್ರೇಷ್ಠ ನಟ.	[734, 1267, 906, 1403]
missing-person-2-photo	[458, 1739, 537, 1836]
vishnu-photo-caption: ಮೈಸೂರಿನ ಡಾ.ವಿಷ್ಣುವರ್ಧನ್ ಉದ್ಯಾನವನದ ಮುಖ್ಯ ದ್ವಾರದಲ್ಲಿ ಮಂಗಳವಾರ ಹಮ್ಮಿಕೊಂಡಿದ್ದ ಡಾ.ವಿಷ್ಣುವರ್ಧನ್ ಜನ್ಮದಿನಾಚರಣೆಯಲ್ಲಿ ವಿಷ್ಣುವರ್ಧನ್ ಭಾವಚಿತ್ರಕ್ಕೆ ಕಾಂಗ್ರೆಸ್ ಮುಖಂಡ ಸಿ.ಹೆಚ್.ವಿಜಯಶಂಕರ್ ಪುಷ್ಪನಮನ ಸಲ್ಲಿಸಿದರು.	[560, 1229, 1260, 1258]
zp-title-1: ಮೈಸೂರು ಜಿಲ್ಲಾ ಪಂಚಾಯಿತಿ	[251, 1172, 476, 1200]
